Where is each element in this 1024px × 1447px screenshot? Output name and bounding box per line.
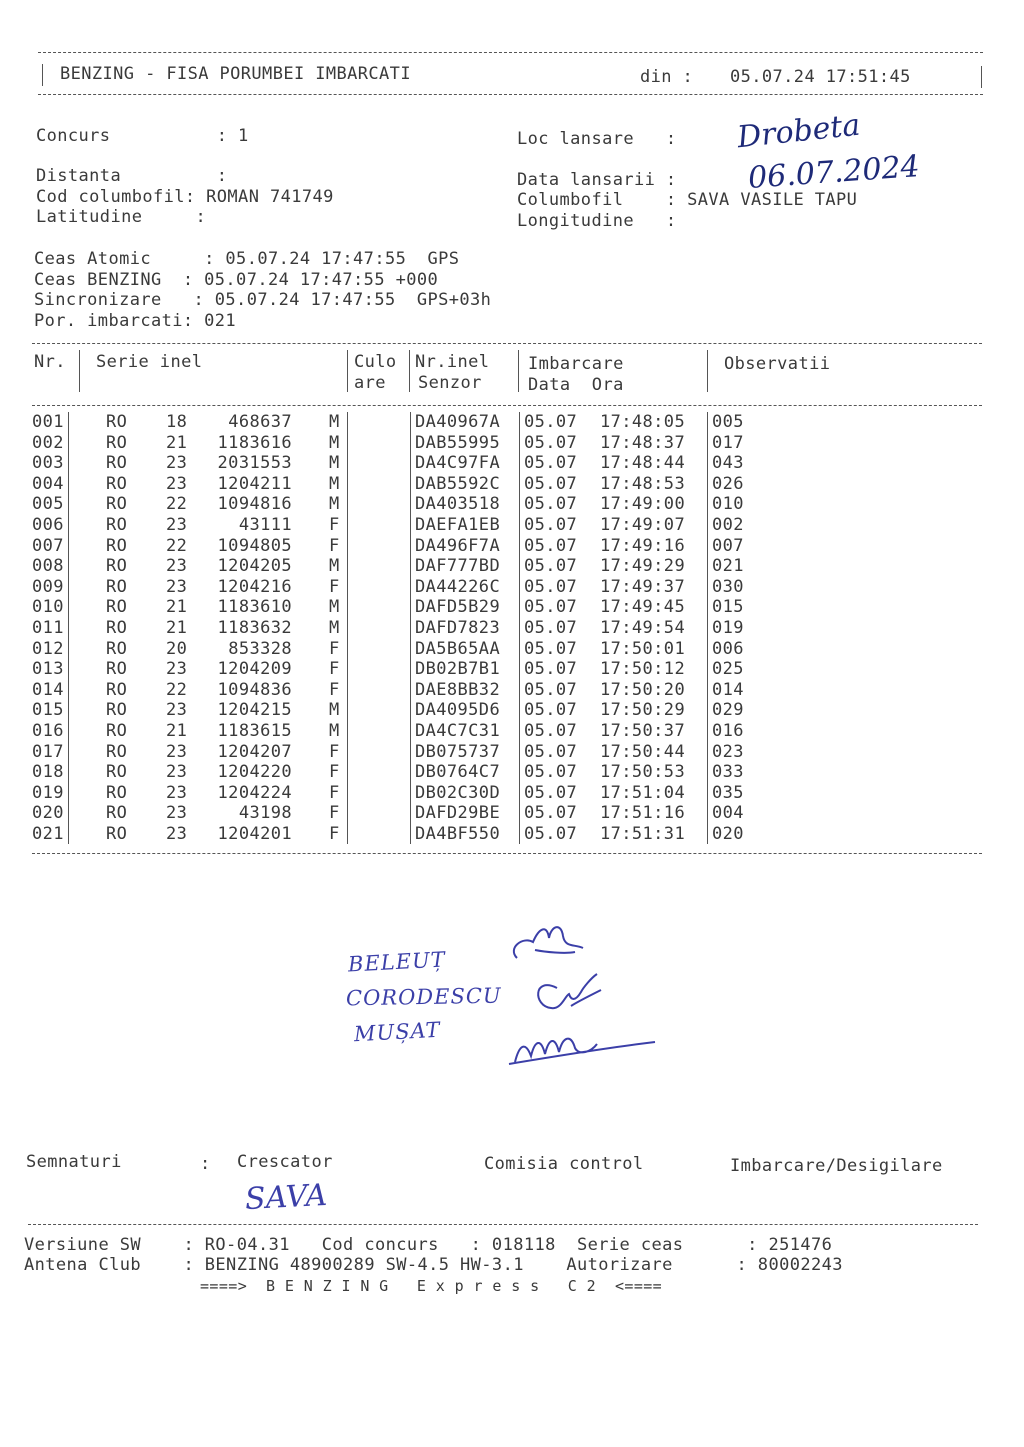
cell-nr: 011 <box>32 618 64 638</box>
cell-tara: RO <box>106 515 128 535</box>
cell-nr: 009 <box>32 576 64 597</box>
table-row <box>0 803 1024 824</box>
latitudine-field: Latitudine : <box>36 207 207 227</box>
footer-versiune-line: Versiune SW : RO-04.31 Cod concurs : 018118 Serie ceas : 251476 <box>24 1235 833 1255</box>
cell-observatii: 043 <box>712 453 744 474</box>
concurs-field: Concurs : 1 <box>36 126 249 146</box>
cell-ora: 17:48:05 <box>600 412 686 432</box>
ceas-benzing-field: Ceas BENZING : 05.07.24 17:47:55 +000 <box>34 270 439 290</box>
cell-serie: 1183616 <box>217 432 292 453</box>
signature-2 <box>538 974 601 1008</box>
cell-nr: 004 <box>32 473 64 494</box>
cell-data: 05.07 <box>524 679 578 700</box>
cell-data: 05.07 <box>524 556 578 577</box>
cell-sex: F <box>329 659 340 680</box>
table-row <box>0 515 1024 536</box>
cell-data: 05.07 <box>524 721 578 741</box>
cell-sex: F <box>329 679 340 700</box>
cell-senzor: DB075737 <box>415 741 501 762</box>
cell-observatii: 023 <box>712 741 744 762</box>
cell-serie: 1094816 <box>217 494 292 515</box>
cell-data: 05.07 <box>524 700 578 721</box>
cell-data: 05.07 <box>524 515 578 535</box>
cell-tara: RO <box>106 432 128 453</box>
cell-nr: 010 <box>32 597 64 618</box>
cell-observatii: 007 <box>712 535 744 556</box>
semnaturi-colon: : <box>200 1154 211 1174</box>
table-row <box>0 639 1024 660</box>
table-row <box>0 680 1024 701</box>
cell-sex: M <box>329 556 340 577</box>
cell-serie: 468637 <box>228 412 292 432</box>
cell-serie: 1204205 <box>217 556 292 577</box>
cell-data: 05.07 <box>524 473 578 494</box>
cell-ora: 17:48:44 <box>600 453 686 474</box>
col-header-culo: Culo <box>354 352 397 372</box>
cell-tara: RO <box>106 556 128 577</box>
cell-observatii: 005 <box>712 412 744 432</box>
cell-an: 23 <box>166 515 188 535</box>
cell-data: 05.07 <box>524 618 578 638</box>
data-lansarii-field: Data lansarii : <box>517 170 677 190</box>
cell-ora: 17:51:04 <box>600 782 686 803</box>
cell-an: 23 <box>166 700 188 721</box>
sincronizare-field: Sincronizare : 05.07.24 17:47:55 GPS+03h <box>34 290 492 310</box>
cell-sex: F <box>329 803 340 824</box>
cell-senzor: DAF777BD <box>415 556 501 577</box>
cell-senzor: DA496F7A <box>415 535 501 556</box>
cell-an: 23 <box>166 556 188 577</box>
table-row <box>0 536 1024 557</box>
cell-sex: M <box>329 453 340 474</box>
cell-senzor: DA44226C <box>415 576 501 597</box>
cell-ora: 17:50:44 <box>600 741 686 762</box>
ceas-atomic-field: Ceas Atomic : 05.07.24 17:47:55 GPS <box>34 249 460 269</box>
cell-senzor: DAE8BB32 <box>415 679 501 700</box>
cell-an: 23 <box>166 659 188 680</box>
handwritten-name-2: CORODESCU <box>345 983 502 1011</box>
cell-serie: 1183610 <box>217 597 292 618</box>
cell-ora: 17:50:37 <box>600 721 686 741</box>
cell-senzor: DAB55995 <box>415 432 501 453</box>
handwritten-name-3: MUȘAT <box>353 1017 442 1047</box>
cell-serie: 1204215 <box>217 700 292 721</box>
cell-serie: 1204211 <box>217 473 292 494</box>
header-left-bar <box>42 64 43 86</box>
cell-serie: 1204220 <box>217 762 292 783</box>
cell-ora: 17:50:12 <box>600 659 686 680</box>
cell-senzor: DAFD29BE <box>415 803 501 824</box>
distanta-field: Distanta : <box>36 166 228 186</box>
cell-tara: RO <box>106 679 128 700</box>
cell-observatii: 002 <box>712 515 744 535</box>
cell-nr: 018 <box>32 762 64 783</box>
cell-nr: 017 <box>32 741 64 762</box>
cell-data: 05.07 <box>524 597 578 618</box>
cell-serie: 1204207 <box>217 741 292 762</box>
cell-ora: 17:49:16 <box>600 535 686 556</box>
cell-ora: 17:50:53 <box>600 762 686 783</box>
table-row <box>0 556 1024 577</box>
cell-sex: M <box>329 494 340 515</box>
table-row <box>0 453 1024 474</box>
table-row <box>0 824 1024 845</box>
cell-tara: RO <box>106 659 128 680</box>
cell-observatii: 035 <box>712 782 744 803</box>
col-divider-culoare <box>409 350 410 392</box>
cell-data: 05.07 <box>524 412 578 432</box>
cell-observatii: 015 <box>712 597 744 618</box>
cell-an: 18 <box>166 412 188 432</box>
cell-senzor: DB0764C7 <box>415 762 501 783</box>
table-row <box>0 412 1024 433</box>
cell-an: 21 <box>166 618 188 638</box>
cell-nr: 002 <box>32 432 64 453</box>
cell-data: 05.07 <box>524 659 578 680</box>
cell-serie: 1094836 <box>217 679 292 700</box>
table-row <box>0 474 1024 495</box>
cell-an: 23 <box>166 473 188 494</box>
cell-data: 05.07 <box>524 638 578 659</box>
cell-sex: M <box>329 700 340 721</box>
cell-nr: 015 <box>32 700 64 721</box>
longitudine-field: Longitudine : <box>517 211 677 231</box>
cell-observatii: 016 <box>712 721 744 741</box>
cell-sex: M <box>329 597 340 618</box>
table-row <box>0 659 1024 680</box>
cell-data: 05.07 <box>524 782 578 803</box>
cell-serie: 1183615 <box>217 721 292 741</box>
header-bottom-rule <box>38 94 983 95</box>
table-row <box>0 783 1024 804</box>
cell-sex: F <box>329 762 340 783</box>
cell-tara: RO <box>106 412 128 432</box>
col-header-data-ora: Data Ora <box>528 375 624 395</box>
table-row <box>0 742 1024 763</box>
cell-tara: RO <box>106 597 128 618</box>
cell-sex: F <box>329 782 340 803</box>
cell-senzor: DA4095D6 <box>415 700 501 721</box>
cell-senzor: DAFD5B29 <box>415 597 501 618</box>
cell-nr: 021 <box>32 824 64 844</box>
table-row <box>0 762 1024 783</box>
cell-tara: RO <box>106 576 128 597</box>
cell-senzor: DA4BF550 <box>415 824 501 844</box>
cell-senzor: DA40967A <box>415 412 501 432</box>
cell-sex: F <box>329 535 340 556</box>
cell-serie: 1094805 <box>217 535 292 556</box>
cell-ora: 17:50:20 <box>600 679 686 700</box>
cell-senzor: DB02B7B1 <box>415 659 501 680</box>
cell-tara: RO <box>106 700 128 721</box>
cell-ora: 17:51:31 <box>600 824 686 844</box>
cell-nr: 008 <box>32 556 64 577</box>
cell-sex: F <box>329 638 340 659</box>
col-divider-serie <box>347 350 348 392</box>
cell-data: 05.07 <box>524 762 578 783</box>
cell-tara: RO <box>106 741 128 762</box>
cell-senzor: DB02C30D <box>415 782 501 803</box>
cell-nr: 019 <box>32 782 64 803</box>
comisia-control-label: Comisia control <box>484 1154 644 1174</box>
cod-columbofil-field: Cod columbofil: ROMAN 741749 <box>36 187 334 207</box>
header-top-rule <box>38 52 983 53</box>
cell-senzor: DAEFA1EB <box>415 515 501 535</box>
cell-observatii: 006 <box>712 638 744 659</box>
cell-sex: M <box>329 618 340 638</box>
cell-nr: 006 <box>32 515 64 535</box>
footer-benzing-express: ====> B E N Z I N G E x p r e s s C 2 <==== <box>200 1277 663 1295</box>
cell-nr: 016 <box>32 721 64 741</box>
cell-ora: 17:48:53 <box>600 473 686 494</box>
cell-an: 23 <box>166 576 188 597</box>
cell-senzor: DA4C97FA <box>415 453 501 474</box>
cell-observatii: 021 <box>712 556 744 577</box>
columbofil-field: Columbofil : SAVA VASILE TAPU <box>517 190 858 210</box>
table-header-rule <box>32 405 982 406</box>
cell-an: 23 <box>166 741 188 762</box>
cell-observatii: 014 <box>712 679 744 700</box>
cell-sex: M <box>329 473 340 494</box>
loc-lansare-field: Loc lansare : <box>517 129 677 149</box>
cell-serie: 1183632 <box>217 618 292 638</box>
footer-antena-line: Antena Club : BENZING 48900289 SW-4.5 HW-3.1 Autorizare : 80002243 <box>24 1255 843 1275</box>
cell-ora: 17:51:16 <box>600 803 686 824</box>
cell-tara: RO <box>106 824 128 844</box>
cell-sex: F <box>329 741 340 762</box>
cell-an: 23 <box>166 453 188 474</box>
cell-observatii: 025 <box>712 659 744 680</box>
cell-observatii: 033 <box>712 762 744 783</box>
table-row <box>0 433 1024 454</box>
imbarcare-desigilare-label: Imbarcare/Desigilare <box>730 1156 943 1176</box>
col-header-imbarcare: Imbarcare <box>528 354 624 374</box>
din-label: din : <box>640 67 694 87</box>
cell-sex: M <box>329 721 340 741</box>
col-header-are: are <box>354 373 386 393</box>
cell-sex: F <box>329 576 340 597</box>
cell-ora: 17:49:29 <box>600 556 686 577</box>
col-divider-senzor <box>518 350 519 392</box>
semnaturi-label: Semnaturi <box>26 1152 122 1172</box>
cell-observatii: 010 <box>712 494 744 515</box>
cell-serie: 1204224 <box>217 782 292 803</box>
col-header-serie-inel: Serie inel <box>96 352 203 372</box>
cell-ora: 17:49:37 <box>600 576 686 597</box>
cell-tara: RO <box>106 453 128 474</box>
cell-nr: 020 <box>32 803 64 824</box>
cell-ora: 17:50:29 <box>600 700 686 721</box>
cell-data: 05.07 <box>524 453 578 474</box>
cell-an: 23 <box>166 824 188 844</box>
cell-senzor: DA403518 <box>415 494 501 515</box>
cell-data: 05.07 <box>524 432 578 453</box>
signature-3 <box>509 1039 655 1064</box>
table-row <box>0 700 1024 721</box>
cell-nr: 012 <box>32 638 64 659</box>
cell-an: 23 <box>166 803 188 824</box>
cell-serie: 43198 <box>238 803 292 824</box>
cell-serie: 1204209 <box>217 659 292 680</box>
cell-an: 23 <box>166 782 188 803</box>
cell-ora: 17:49:00 <box>600 494 686 515</box>
cell-observatii: 020 <box>712 824 744 844</box>
col-header-observatii: Observatii <box>724 354 831 374</box>
porumbei-imbarcati-field: Por. imbarcati: 021 <box>34 311 237 331</box>
cell-tara: RO <box>106 618 128 638</box>
table-row <box>0 494 1024 515</box>
signature-1 <box>514 927 583 958</box>
handwritten-data-lansarii: 06.07.2024 <box>746 149 921 196</box>
cell-tara: RO <box>106 638 128 659</box>
cell-data: 05.07 <box>524 741 578 762</box>
table-row <box>0 597 1024 618</box>
cell-an: 22 <box>166 679 188 700</box>
cell-tara: RO <box>106 782 128 803</box>
cell-ora: 17:48:37 <box>600 432 686 453</box>
cell-nr: 013 <box>32 659 64 680</box>
cell-nr: 005 <box>32 494 64 515</box>
cell-data: 05.07 <box>524 824 578 844</box>
cell-tara: RO <box>106 473 128 494</box>
cell-serie: 853328 <box>228 638 292 659</box>
cell-ora: 17:49:54 <box>600 618 686 638</box>
cell-an: 21 <box>166 432 188 453</box>
handwritten-name-1: BELEUȚ <box>347 947 447 977</box>
cell-an: 21 <box>166 597 188 618</box>
cell-observatii: 019 <box>712 618 744 638</box>
cell-data: 05.07 <box>524 803 578 824</box>
cell-observatii: 017 <box>712 432 744 453</box>
col-header-nr-inel: Nr.inel <box>415 352 490 372</box>
footer-rule <box>28 1224 978 1225</box>
cell-sex: M <box>329 412 340 432</box>
table-top-rule <box>32 343 982 344</box>
cell-data: 05.07 <box>524 576 578 597</box>
cell-observatii: 030 <box>712 576 744 597</box>
cell-ora: 17:50:01 <box>600 638 686 659</box>
cell-observatii: 029 <box>712 700 744 721</box>
cell-serie: 1204201 <box>217 824 292 844</box>
cell-nr: 014 <box>32 679 64 700</box>
cell-serie: 1204216 <box>217 576 292 597</box>
cell-tara: RO <box>106 535 128 556</box>
cell-data: 05.07 <box>524 494 578 515</box>
table-row <box>0 577 1024 598</box>
cell-nr: 001 <box>32 412 64 432</box>
document-title: BENZING - FISA PORUMBEI IMBARCATI <box>60 64 411 84</box>
cell-senzor: DAB5592C <box>415 473 501 494</box>
cell-an: 22 <box>166 494 188 515</box>
cell-data: 05.07 <box>524 535 578 556</box>
crescator-label: Crescator <box>237 1152 333 1172</box>
cell-sex: F <box>329 515 340 535</box>
cell-sex: F <box>329 824 340 844</box>
cell-senzor: DA4C7C31 <box>415 721 501 741</box>
header-right-bar <box>981 66 982 88</box>
cell-an: 21 <box>166 721 188 741</box>
cell-ora: 17:49:45 <box>600 597 686 618</box>
cell-nr: 007 <box>32 535 64 556</box>
table-row <box>0 721 1024 742</box>
col-header-senzor: Senzor <box>418 373 482 393</box>
cell-tara: RO <box>106 494 128 515</box>
handwritten-crescator-signature: SAVA <box>244 1177 328 1218</box>
col-divider-nr <box>79 350 80 392</box>
handwritten-loc-lansare: Drobeta <box>735 107 862 156</box>
cell-serie: 43111 <box>238 515 292 535</box>
din-timestamp: 05.07.24 17:51:45 <box>730 67 911 87</box>
cell-senzor: DAFD7823 <box>415 618 501 638</box>
cell-observatii: 004 <box>712 803 744 824</box>
cell-an: 20 <box>166 638 188 659</box>
table-bottom-rule <box>32 853 982 854</box>
cell-ora: 17:49:07 <box>600 515 686 535</box>
cell-sex: M <box>329 432 340 453</box>
cell-an: 23 <box>166 762 188 783</box>
col-header-nr: Nr. <box>34 352 66 372</box>
cell-observatii: 026 <box>712 473 744 494</box>
col-divider-imbarcare <box>707 350 708 392</box>
cell-senzor: DA5B65AA <box>415 638 501 659</box>
table-row <box>0 618 1024 639</box>
commission-signatures <box>505 918 675 1078</box>
cell-tara: RO <box>106 721 128 741</box>
cell-tara: RO <box>106 803 128 824</box>
cell-an: 22 <box>166 535 188 556</box>
cell-serie: 2031553 <box>217 453 292 474</box>
cell-tara: RO <box>106 762 128 783</box>
cell-nr: 003 <box>32 453 64 474</box>
